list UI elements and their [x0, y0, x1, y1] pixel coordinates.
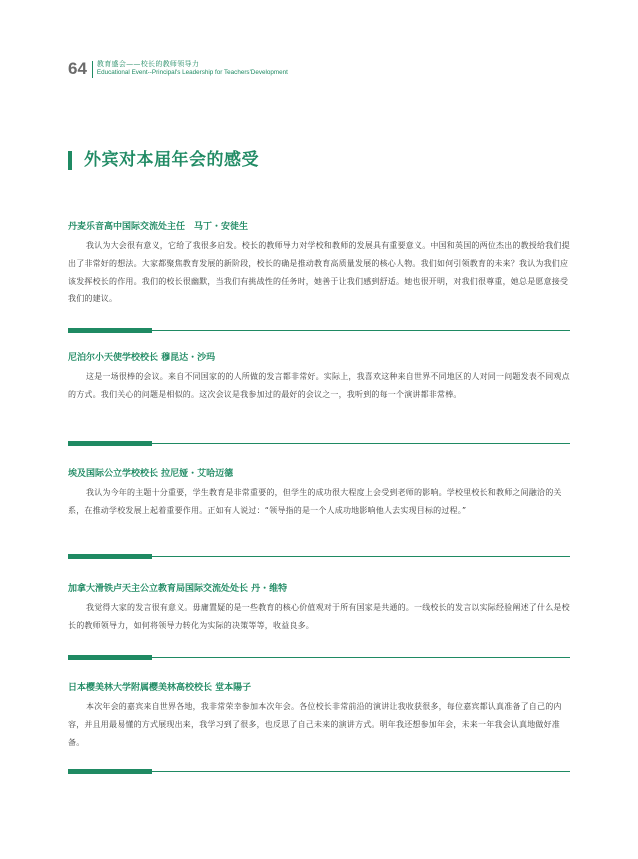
testimonial-text: 我认为大会很有意义，它给了我很多启发。校长的教师导力对学校和教师的发展具有重要意义。中国和英国的两位杰出的教授给我们提出了非常好的想法。大家都聚焦教育发展的新阶段，校长的确是推动教育高质量发展的核心人物。我们如何引领教育的未来？我认为我们应该发挥校长的作用。我们的校长很幽默，当我们有挑战性的任务时，她善于让我们感到舒适。她也很开明，对我们很尊重，她总是愿意接受我们的建议。: [68, 241, 570, 304]
testimonial-text: 我认为今年的主题十分重要，学生教育是非常重要的，但学生的成功很大程度上会受到老师的影响。学校里校长和教师之间融洽的关系，在推动学校发展上起着重要作用。正如有人说过：“领导指的是一个人成功地影响他人去实现目标的过程。”: [68, 488, 562, 515]
testimonial-text: 本次年会的嘉宾来自世界各地，我非常荣幸参加本次年会。各位校长非常前沿的演讲让我收获很多，每位嘉宾都认真准备了自己的内容，并且用最易懂的方式展现出来，我学习到了很多，也反思了自己未来的演讲方式。明年我还想参加年会，未来一年我会认真地做好准备。: [68, 702, 562, 747]
speaker-name: 日本樱美林大学附属樱美林高校校长 堂本陽子: [68, 683, 252, 693]
section-divider: [68, 655, 570, 661]
speaker-name: 加拿大滑铁卢天主公立教育局国际交流处处长 丹・维特: [68, 584, 288, 594]
testimonial-1: [68, 220, 570, 308]
section-divider: [68, 769, 570, 775]
section-divider: [68, 441, 570, 447]
testimonial-text: 这是一场很棒的会议。来自不同国家的的人所做的发言都非常好。实际上，我喜欢这种来自世界不同地区的人对同一问题发表不同观点的方式。我们关心的问题是相似的。这次会议是我参加过的最好的会议之一，我听到的每一个演讲都非常棒。: [68, 372, 570, 399]
section-heading: [68, 150, 259, 170]
header-title-cn: 教育盛会——校长的教师领导力: [96, 60, 200, 68]
testimonial-text: 我觉得大家的发言很有意义。毋庸置疑的是一些教育的核心价值观对于所有国家是共通的。一线校长的发言以实际经验阐述了什么是校长的教师领导力，如何将领导力转化为实际的决策等等，收益良多。: [68, 603, 570, 630]
section-divider: [68, 554, 570, 560]
header-title-en: Educational Event--Principal's Leadership for Teachers'Development: [96, 69, 288, 76]
testimonial-5: [68, 681, 570, 751]
header-divider: [92, 61, 93, 78]
running-header: [68, 60, 288, 82]
testimonial-4: [68, 582, 570, 635]
speaker-name: 尼泊尔小天使学校校长 穆昆达・沙玛: [68, 353, 216, 363]
page-title: 外宾对本届年会的感受: [84, 150, 259, 170]
page-number: 64: [68, 59, 87, 78]
header-titles: [97, 60, 288, 77]
heading-marker: [68, 151, 72, 170]
speaker-name: 埃及国际公立学校校长 拉尼娅・艾哈迈德: [68, 469, 234, 479]
section-divider: [68, 328, 570, 334]
speaker-name: 丹麦乐音高中国际交流处主任 马丁・安徒生: [68, 222, 249, 232]
testimonial-3: [68, 467, 570, 520]
testimonial-2: [68, 351, 570, 404]
